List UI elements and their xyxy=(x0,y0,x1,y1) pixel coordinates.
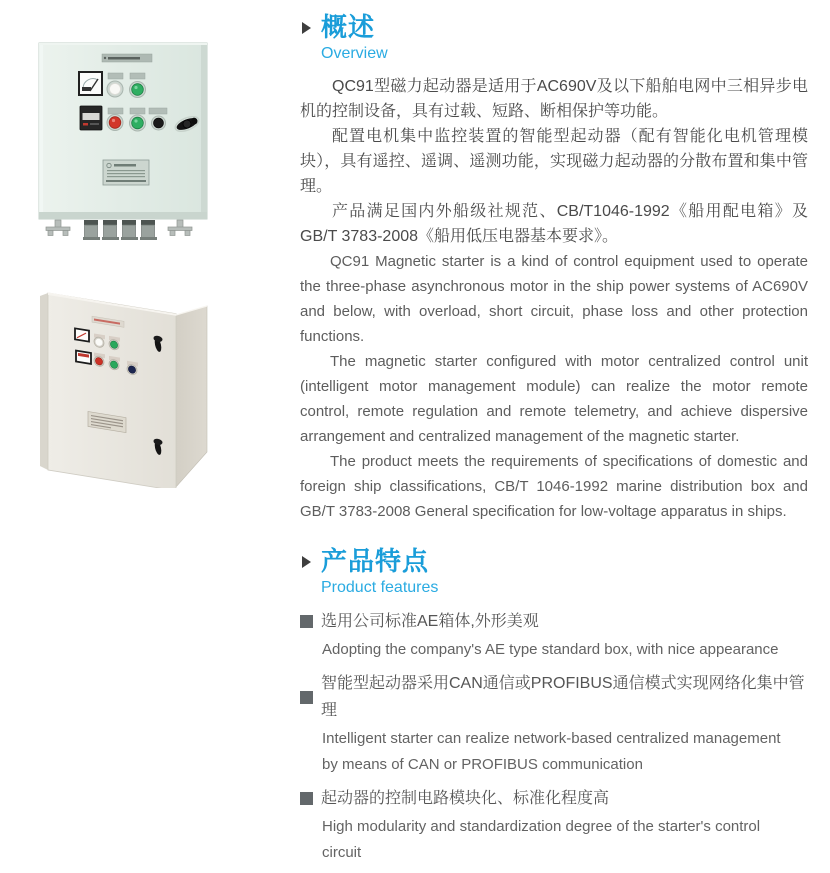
voltmeter xyxy=(76,351,91,364)
feature-text-en: Adopting the company's AE type standard box, with nice appearance xyxy=(322,641,779,658)
button-label-chip xyxy=(108,108,167,114)
ammeter xyxy=(79,72,102,95)
overview-paragraph-en: QC91 Magnetic starter is a kind of control equipment used to operate the three-phase asynchronous motor in the ship power systems of AC690V and below, with overload, short circuit, phase loss and other protection functions. xyxy=(300,253,808,345)
white-indicator-button xyxy=(107,81,123,97)
cabinet-front-face xyxy=(48,293,176,488)
overview-section-header xyxy=(300,12,808,64)
product-photo-starter-front-view xyxy=(38,42,214,244)
overview-paragraph-en: The product meets the requirements of specifications of domestic and foreign ship classifications, CB/T 1046-1992 marine distribution box and GB/T 3783-2008 General specification for low-voltage apparatus in ships. xyxy=(300,453,808,520)
feature-item-zh xyxy=(300,785,808,812)
product-photo-starter-angle-view xyxy=(38,288,210,488)
feature-text-zh: 智能型起动器采用CAN通信或PROFIBUS通信模式实现网络化集中管理 xyxy=(321,675,805,719)
panel-tag-label xyxy=(102,54,152,62)
feature-text-zh: 起动器的控制电路模块化、标准化程度高 xyxy=(321,790,610,807)
square-bullet-icon xyxy=(300,615,313,628)
green-run-button xyxy=(130,115,146,131)
cabinet-left-edge xyxy=(40,293,48,470)
feature-text-en: High modularity and standardization degree of the starter's control circuit xyxy=(322,818,761,861)
circuit-breaker xyxy=(80,106,102,130)
square-bullet-icon xyxy=(300,792,313,805)
feature-text-zh: 选用公司标准AE箱体,外形美观 xyxy=(321,613,539,630)
features-title-en: Product features xyxy=(321,579,439,596)
overview-title-en: Overview xyxy=(321,45,388,62)
nameplate xyxy=(103,160,149,185)
features-title-zh: 产品特点 xyxy=(321,546,430,576)
red-stop-button xyxy=(107,115,123,131)
mounting-bracket xyxy=(46,220,192,236)
cable-glands xyxy=(83,220,157,240)
feature-text-en: Intelligent starter can realize network-based centralized management by means of CAN or PROFIBUS communication xyxy=(322,730,781,773)
overview-paragraph-zh: 配置电机集中监控装置的智能型起动器（配有智能化电机管理模块），具有遥控、遥调、遥测功能，实现磁力起动器的分散布置和集中管理。 xyxy=(300,128,808,195)
green-start-button xyxy=(130,82,146,98)
section-marker-icon xyxy=(302,556,311,568)
black-test-button xyxy=(152,116,166,130)
overview-paragraph-en: The magnetic starter configured with motor centralized control unit (intelligent motor management module) can realize the motor remote control, remote regulation and remote telemetry, and achieve dispersive arrangement and centralized management of the magnetic starter. xyxy=(300,353,808,445)
feature-list xyxy=(300,608,808,866)
square-bullet-icon xyxy=(300,691,313,704)
ammeter xyxy=(75,328,89,341)
feature-item-zh xyxy=(300,670,808,724)
overview-title-zh: 概述 xyxy=(321,12,376,42)
overview-paragraph-zh: 产品满足国内外船级社规范、CB/T1046-1992《船用配电箱》及GB/T 3783-2008《船用低压电器基本要求》。 xyxy=(300,203,808,245)
content-column xyxy=(300,12,808,873)
cabinet-side-face xyxy=(176,306,207,487)
overview-paragraph-zh: QC91型磁力起动器是适用于AC690V及以下船舶电网中三相异步电机的控制设备，具有过载、短路、断相保护等功能。 xyxy=(300,78,808,120)
feature-item-zh xyxy=(300,608,808,635)
features-section-header xyxy=(300,546,808,598)
section-marker-icon xyxy=(302,22,311,34)
